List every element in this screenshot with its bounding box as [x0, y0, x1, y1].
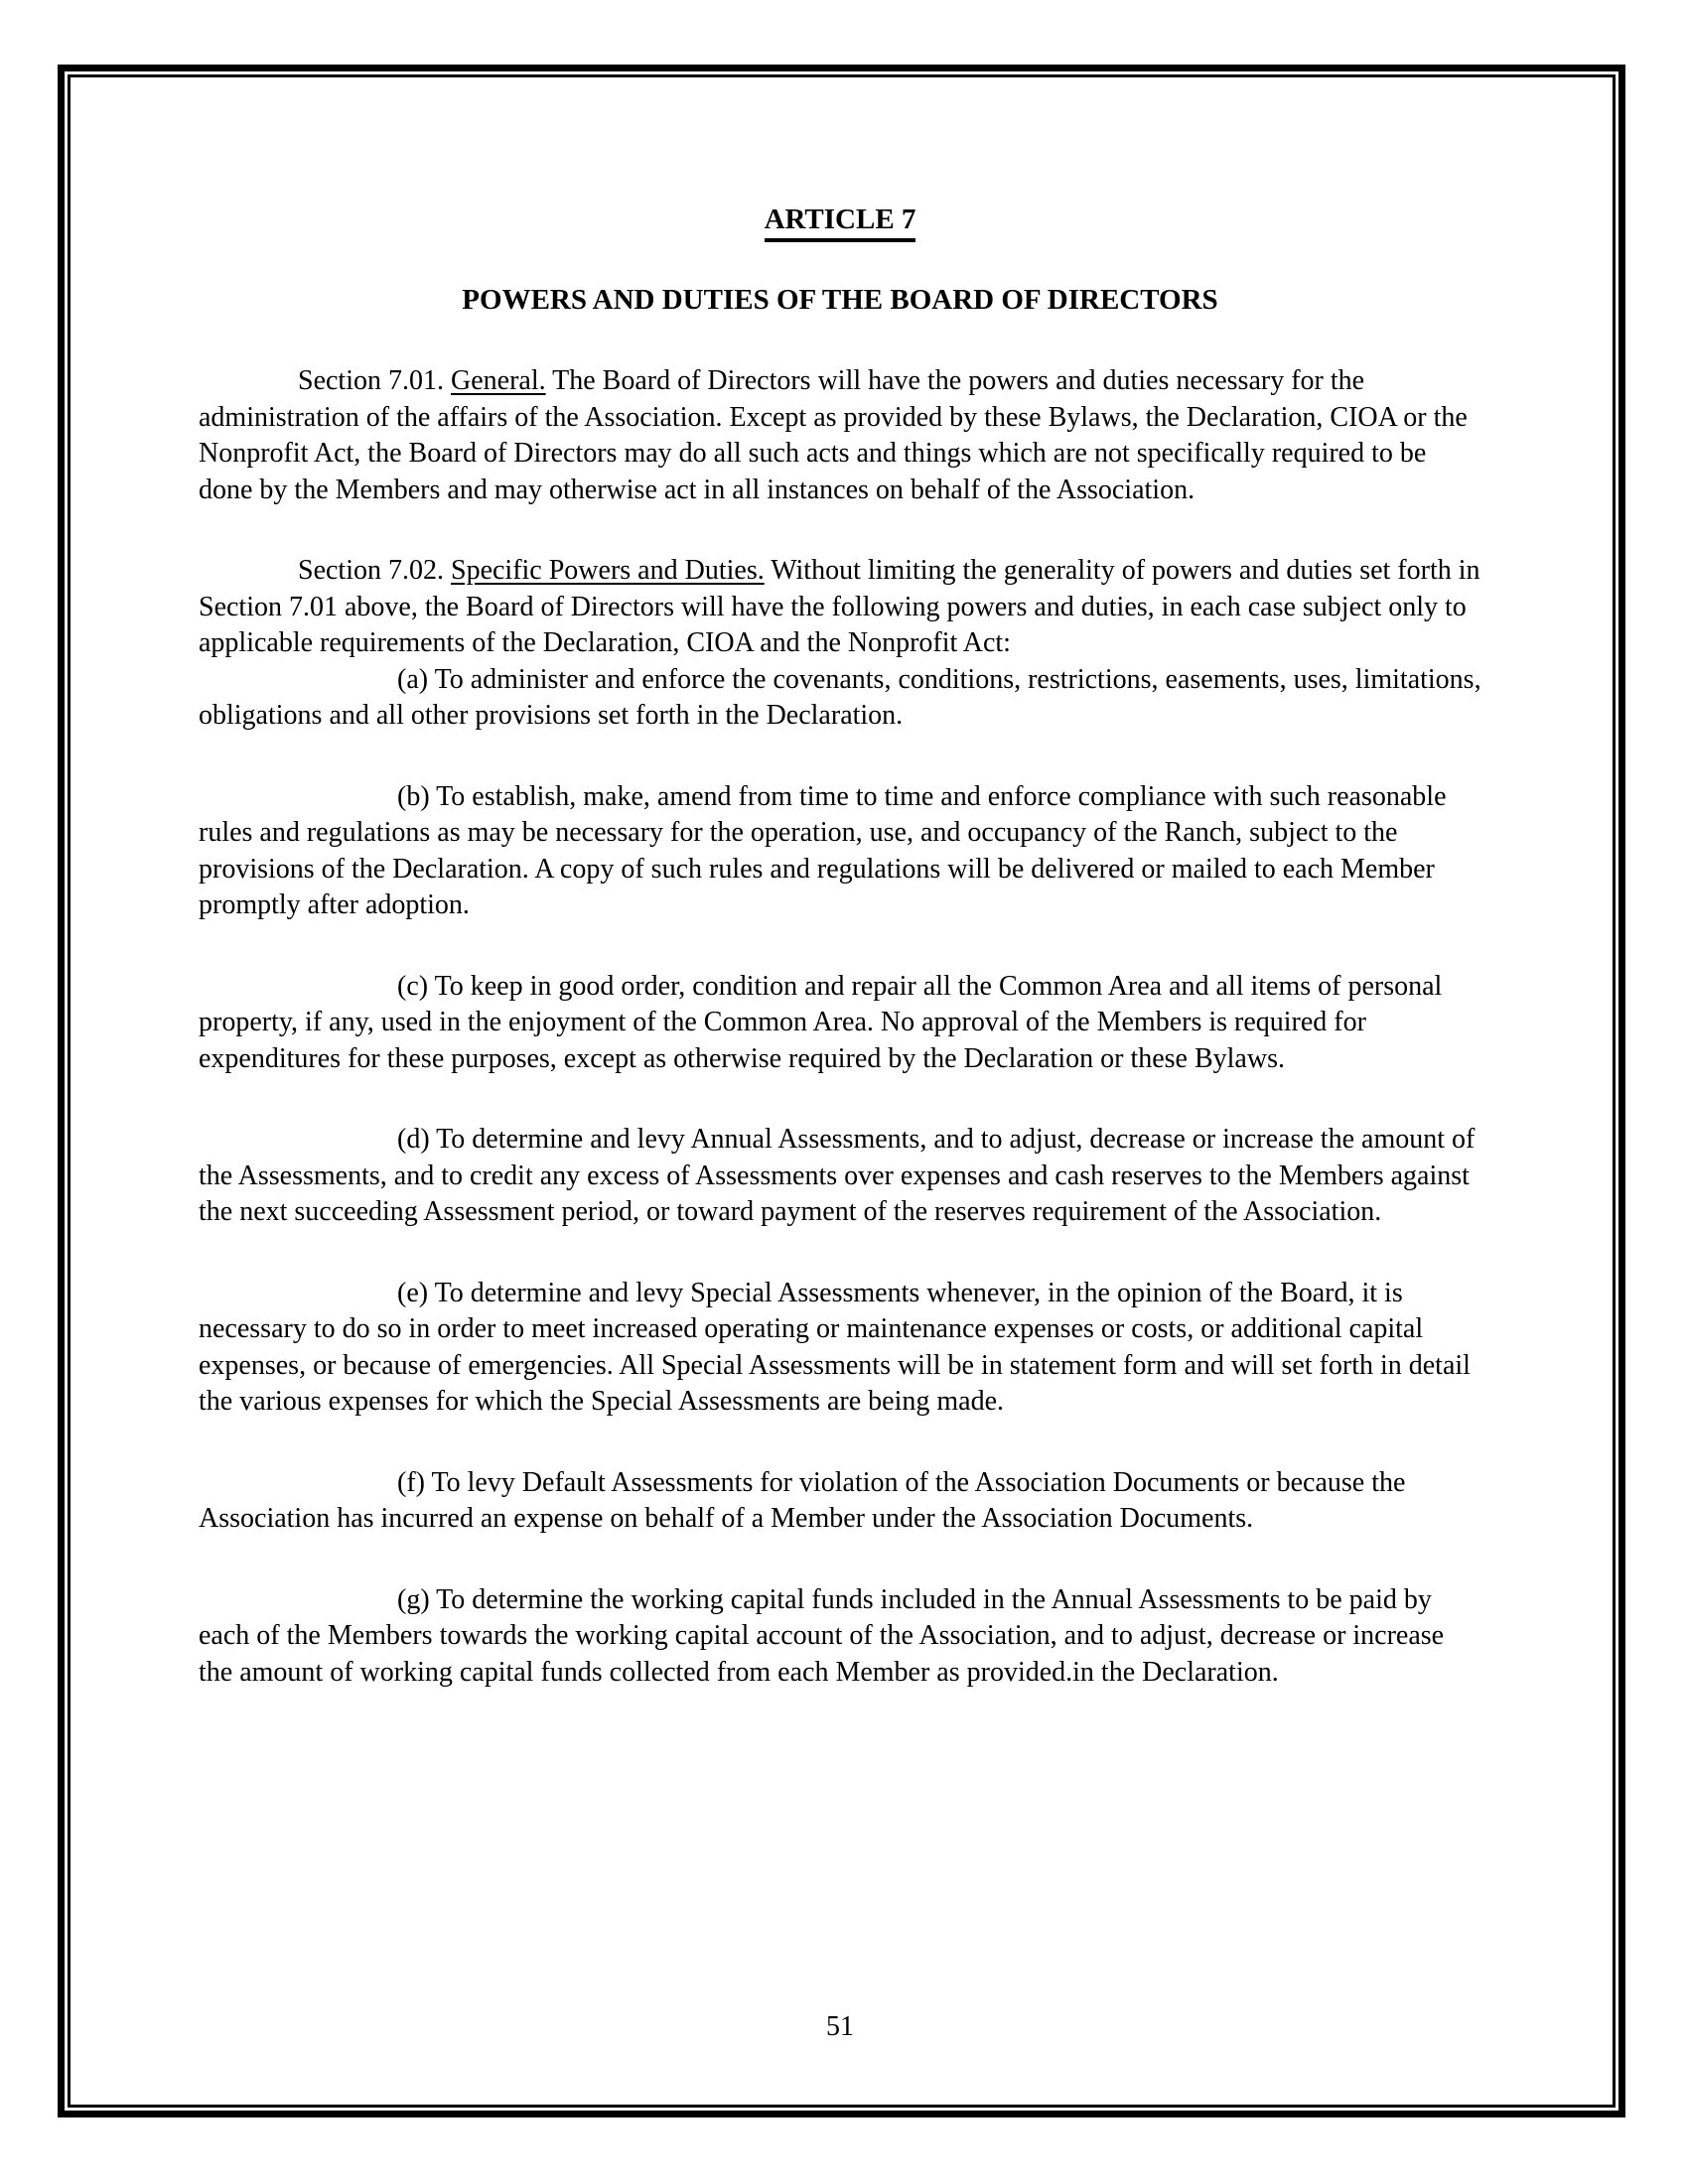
section-7-02-label: Section 7.02. [298, 555, 444, 586]
page-content [199, 0, 1481, 1735]
article-heading-text: ARTICLE 7 [765, 204, 916, 242]
item-e-paragraph: (e) To determine and levy Special Assessments whenever, in the opinion of the Board, it is necessary to do so in order to meet increased operating or maintenance expenses or costs, or additional capital expenses, or because of emergencies. All Special Assessments will be in statement form and will set forth in detail the various expenses for which the Special Assessments are being made. [199, 1277, 1471, 1417]
section-7-01-label: Section 7.01. [298, 365, 444, 396]
article-heading [199, 202, 1481, 237]
section-7-01-paragraph [199, 363, 1481, 508]
section-7-02-heading: Specific Powers and Duties. [451, 555, 765, 586]
article-title: POWERS AND DUTIES OF THE BOARD OF DIRECTORS [462, 284, 1218, 316]
section-7-02-paragraph [199, 553, 1481, 662]
item-a-paragraph: (a) To administer and enforce the covenants, conditions, restrictions, easements, uses, limitations, obligations and all other provisions set forth in the Declaration. [199, 663, 1481, 731]
page-number: 51 [826, 2011, 854, 2042]
item-d-paragraph: (d) To determine and levy Annual Assessments, and to adjust, decrease or increase the amount of the Assessments, and to credit any excess of Assessments over expenses and cash reserves to the Members against the next succeeding Assessment period, or toward payment of the reserves requirement of the Association. [199, 1124, 1476, 1227]
item-b-paragraph: (b) To establish, make, amend from time to time and enforce compliance with such reasonable rules and regulations as may be necessary for the operation, use, and occupancy of the Ranch, subject to the provisions of the Declaration. A copy of such rules and regulations will be delivered or mailed to each Member promptly after adoption. [199, 780, 1447, 920]
section-7-01-heading: General. [451, 365, 546, 396]
item-c-paragraph: (c) To keep in good order, condition and repair all the Common Area and all items of personal property, if any, used in the enjoyment of the Common Area. No approval of the Members is required for expenditures for these purposes, except as otherwise required by the Declaration or these Bylaws. [199, 970, 1443, 1074]
section-7-01-body: The Board of Directors will have the powers and duties necessary for the administration of the affairs of the Association. Except as provided by these Bylaws, the Declaration, CIOA or the Nonprofit Act, the Board of Directors may do all such acts and things which are not specifically required to be done by the Members and may otherwise act in all instances on behalf of the Association. [199, 365, 1468, 505]
item-f-paragraph: (f) To levy Default Assessments for violation of the Association Documents or because the Association has incurred an expense on behalf of a Member under the Association Documents. [199, 1466, 1406, 1534]
section-7-02-body: Without limiting the generality of powers and duties set forth in Section 7.01 above, the Board of Directors will have the following powers and duties, in each case subject only to applicable requirements of the Declaration, CIOA and the Nonprofit Act: [199, 555, 1480, 658]
item-g-paragraph: (g) To determine the working capital funds included in the Annual Assessments to be paid by each of the Members towards the working capital account of the Association, and to adjust, decrease or increase the amount of working capital funds collected from each Member as provided.in the Declaration. [199, 1583, 1445, 1688]
